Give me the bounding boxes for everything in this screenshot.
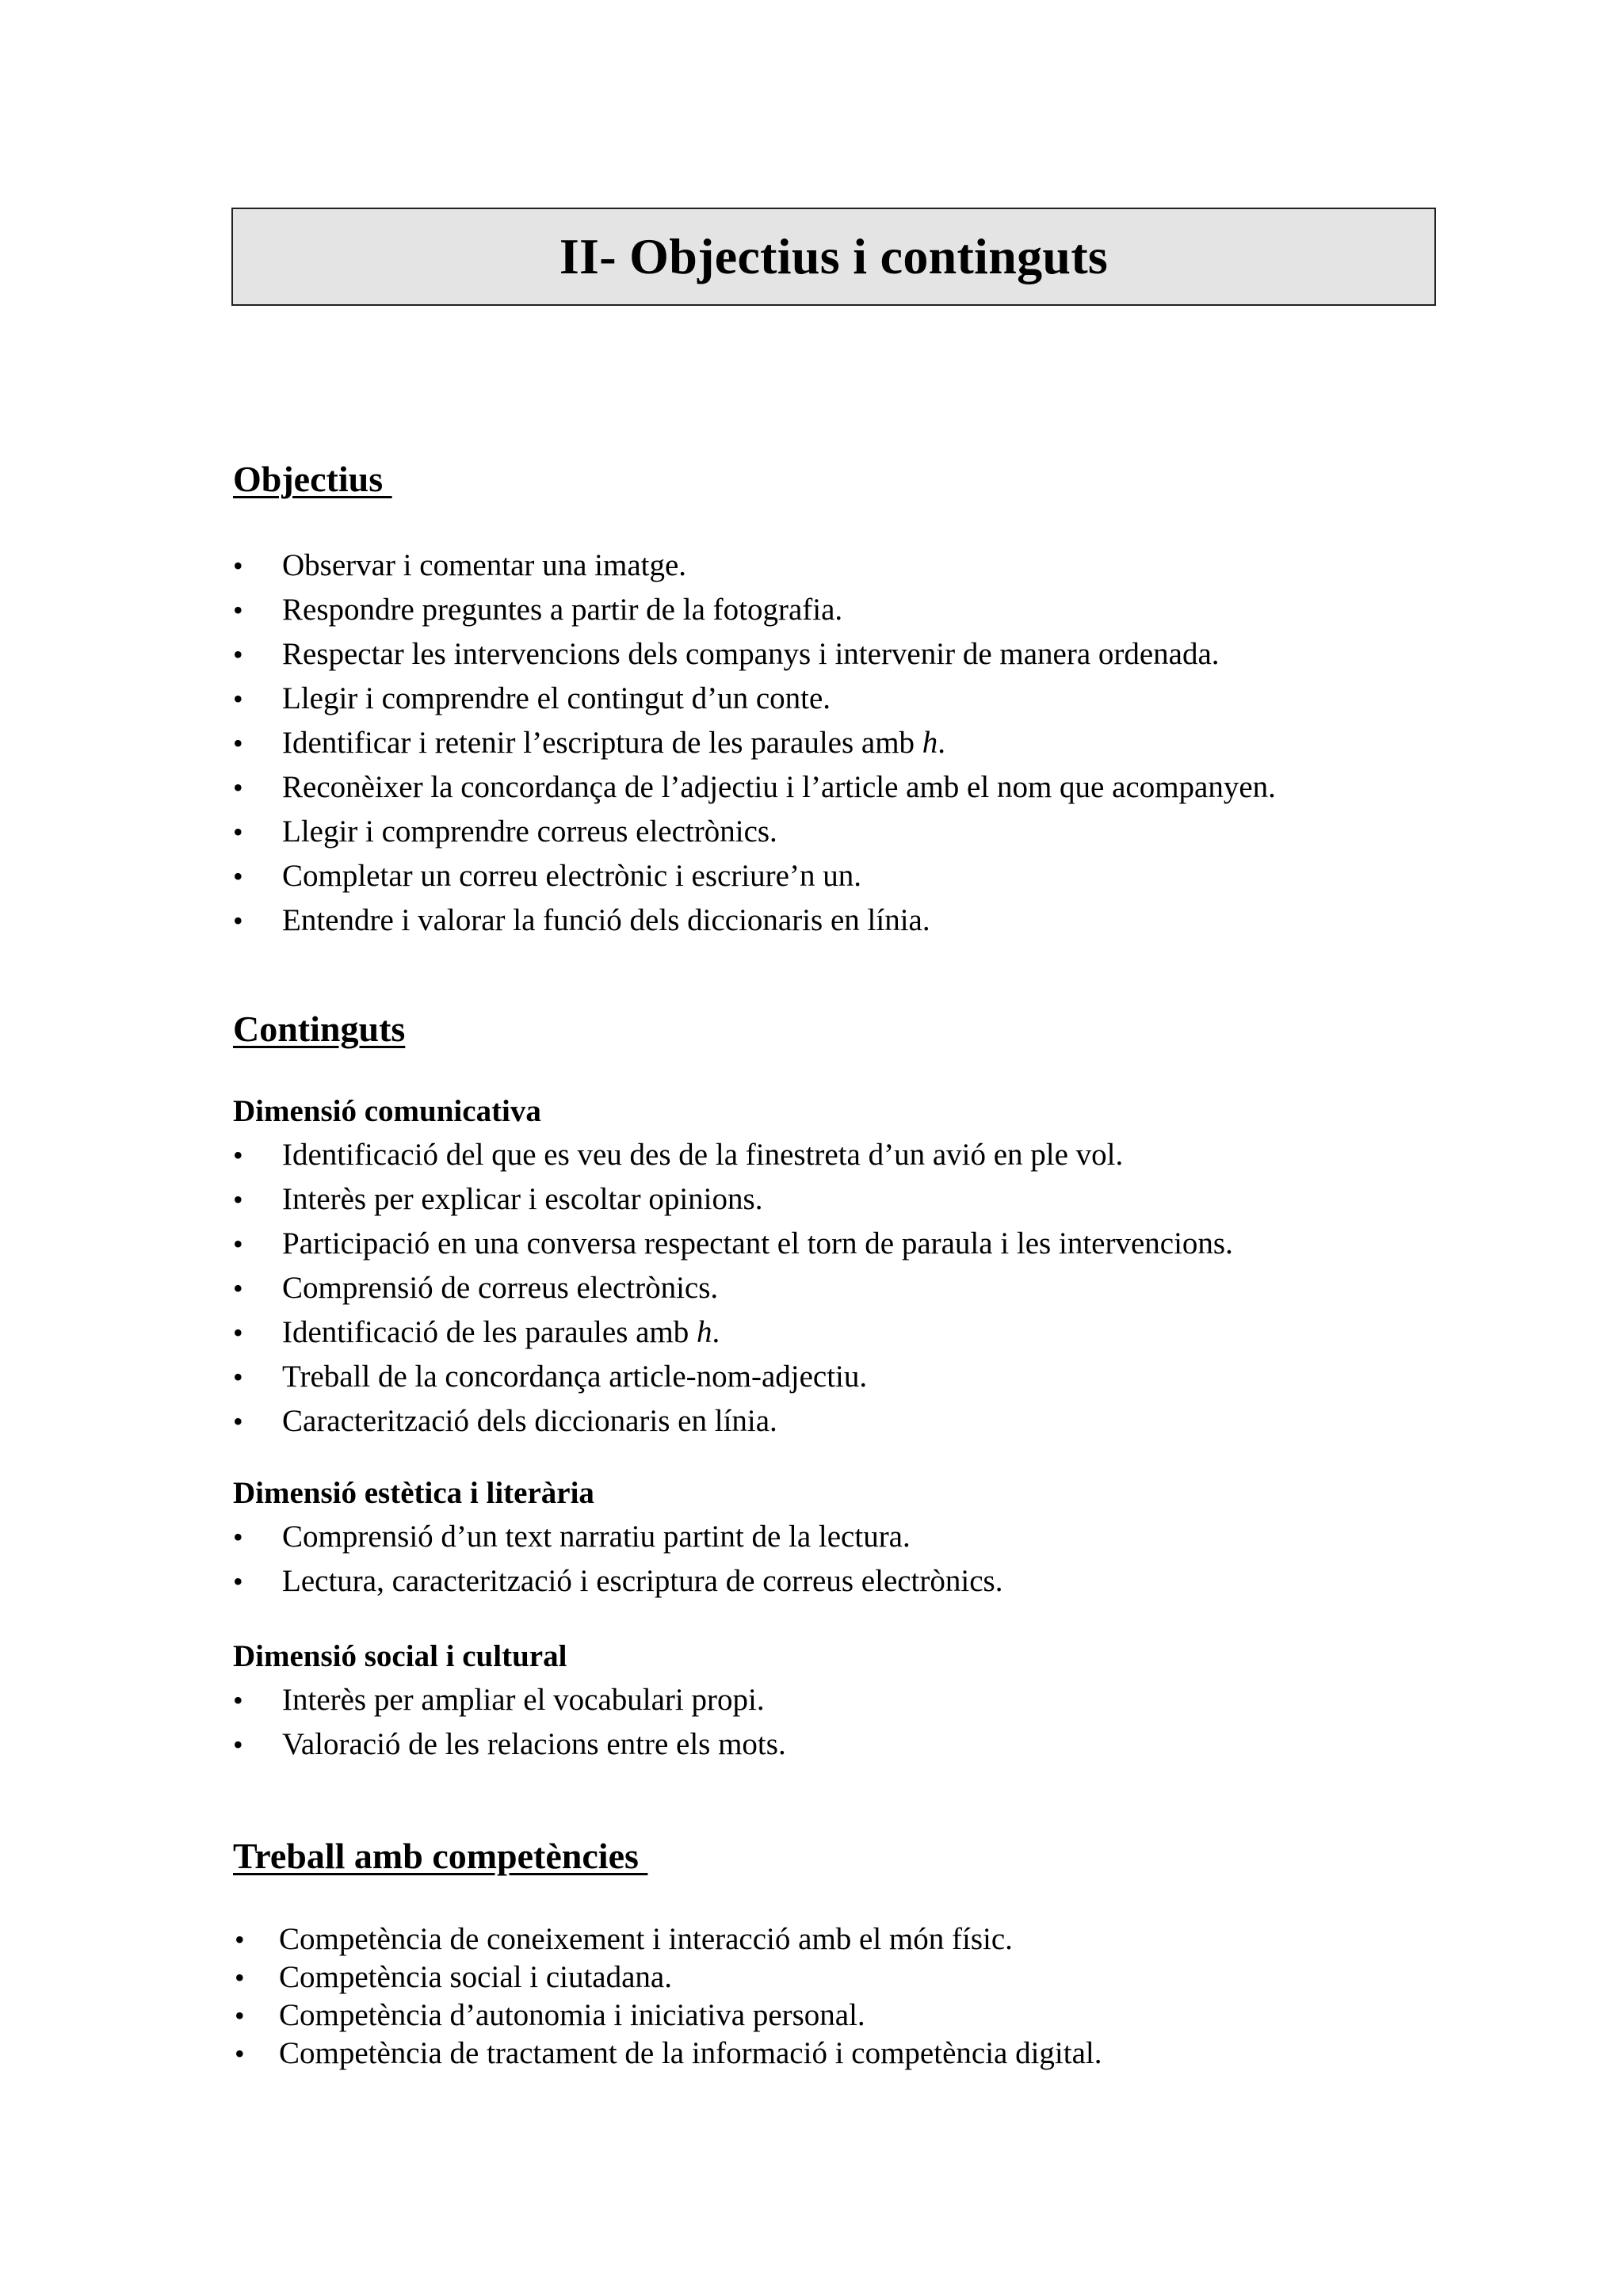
dimension-list [233, 1515, 1002, 1604]
list-item [233, 632, 1276, 677]
list-item [233, 1958, 1102, 1997]
list-item [233, 1355, 1233, 1399]
dimension-list [233, 1133, 1233, 1444]
list-item [233, 765, 1276, 810]
list-item-text: Caracterització dels diccionaris en línia. [282, 1404, 777, 1438]
bullet-icon: • [233, 1684, 243, 1716]
list-item [233, 1515, 1002, 1559]
list-item [233, 588, 1276, 632]
bullet-icon: • [233, 860, 243, 892]
list-item [233, 1678, 786, 1722]
list-item-text: Treball de la concordança article-nom-adjectiu. [282, 1360, 868, 1394]
bullet-icon: • [233, 550, 243, 582]
list-item-text: Llegir i comprendre correus electrònics. [282, 814, 777, 849]
list-item-text: Interès per ampliar el vocabulari propi. [282, 1683, 765, 1717]
list-item [233, 1722, 786, 1767]
list-item-text: Competència de tractament de la informació i competència digital. [279, 2036, 1102, 2070]
list-item-text: Interès per explicar i escoltar opinions. [282, 1182, 763, 1216]
title-box [231, 208, 1436, 306]
list-item-text: Identificació del que es veu des de la finestreta d’un avió en ple vol. [282, 1138, 1124, 1172]
objectius-list [233, 543, 1276, 943]
list-item-text: Participació en una conversa respectant el torn de paraula i les intervencions. [282, 1226, 1233, 1261]
bullet-icon: • [233, 1361, 243, 1393]
bullet-icon: • [233, 772, 243, 803]
bullet-icon: • [235, 1962, 245, 1993]
list-item-text: Observar i comentar una imatge. [282, 548, 687, 582]
bullet-icon: • [233, 1139, 243, 1171]
list-item [233, 1222, 1233, 1266]
list-item-text: Competència d’autonomia i iniciativa personal. [279, 1998, 865, 2032]
dimension-heading: Dimensió comunicativa [233, 1094, 541, 1128]
list-item [233, 854, 1276, 898]
bullet-icon: • [235, 2038, 245, 2069]
bullet-icon: • [233, 594, 243, 626]
list-item [233, 1399, 1233, 1444]
bullet-icon: • [233, 727, 243, 759]
bullet-icon: • [233, 1272, 243, 1304]
dimension-heading: Dimensió social i cultural [233, 1639, 567, 1673]
bullet-icon: • [233, 816, 243, 848]
list-item-text: Comprensió d’un text narratiu partint de la lectura. [282, 1520, 911, 1554]
list-item-text: Competència de coneixement i interacció amb el món físic. [279, 1922, 1013, 1956]
bullet-icon: • [233, 1184, 243, 1215]
list-item [233, 1133, 1233, 1177]
dimension-list [233, 1678, 786, 1767]
list-item [233, 1177, 1233, 1222]
list-item [233, 721, 1276, 765]
list-item [233, 898, 1276, 943]
page-title: II- Objectius i continguts [559, 228, 1109, 284]
list-item-text: Completar un correu electrònic i escriure’n un. [282, 859, 861, 893]
list-item-text: Llegir i comprendre el contingut d’un conte. [282, 681, 831, 715]
bullet-icon: • [233, 1228, 243, 1260]
continguts-heading: Continguts [233, 1009, 406, 1049]
list-item [233, 543, 1276, 588]
list-item-text: Entendre i valorar la funció dels diccionaris en línia. [282, 903, 930, 937]
dimension-heading: Dimensió estètica i literària [233, 1476, 594, 1510]
list-item [233, 1920, 1102, 1958]
bullet-icon: • [233, 1729, 243, 1760]
list-item [233, 1997, 1102, 2035]
list-item-text: Respectar les intervencions dels companys i intervenir de manera ordenada. [282, 637, 1220, 671]
bullet-icon: • [235, 2000, 245, 2031]
bullet-icon: • [233, 639, 243, 670]
bullet-icon: • [235, 1924, 245, 1955]
bullet-icon: • [233, 683, 243, 715]
bullet-icon: • [233, 1405, 243, 1437]
list-item [233, 677, 1276, 721]
list-item-text: Respondre preguntes a partir de la fotografia. [282, 593, 843, 627]
bullet-icon: • [233, 1566, 243, 1597]
list-item [233, 810, 1276, 854]
list-item [233, 1559, 1002, 1604]
bullet-icon: • [233, 1521, 243, 1553]
list-item-text: Identificar i retenir l’escriptura de les paraules amb h. [282, 726, 946, 760]
list-item-text: Lectura, caracterització i escriptura de correus electrònics. [282, 1564, 1003, 1598]
list-item [233, 1266, 1233, 1310]
bullet-icon: • [233, 905, 243, 936]
list-item-text: Reconèixer la concordança de l’adjectiu i l’article amb el nom que acompanyen. [282, 770, 1276, 804]
list-item [233, 1310, 1233, 1355]
competencies-list [233, 1920, 1102, 2073]
bullet-icon: • [233, 1317, 243, 1348]
objectius-heading: Objectius [233, 459, 392, 499]
list-item-text: Valoració de les relacions entre els mots. [282, 1727, 786, 1761]
list-item [233, 2035, 1102, 2073]
list-item-text: Comprensió de correus electrònics. [282, 1271, 719, 1305]
list-item-text: Competència social i ciutadana. [279, 1960, 672, 1994]
competencies-heading: Treball amb competències [233, 1836, 648, 1876]
list-item-text: Identificació de les paraules amb h. [282, 1315, 720, 1349]
